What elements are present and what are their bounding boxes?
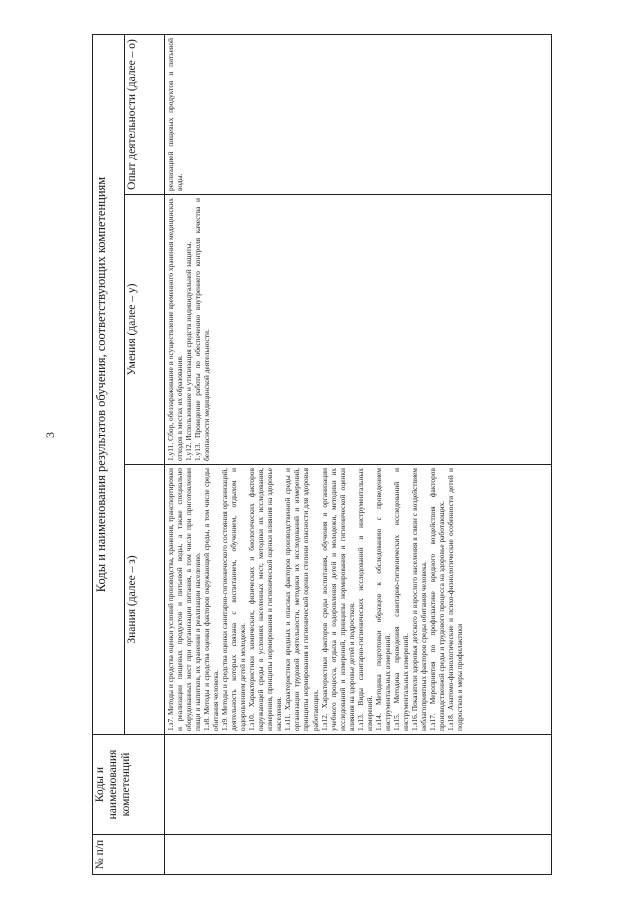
experience-cell: [165, 34, 552, 194]
header-results-group: Коды и наименования результатов обучения, соответствующих компетенциям: [93, 34, 125, 734]
codes-cell: [165, 735, 552, 835]
skills-cell: [165, 195, 552, 465]
num-cell: [165, 835, 552, 875]
rotated-table-container: [92, 35, 552, 875]
skill-item: 1.у13. Проведение работы по обеспечению внутреннего контроля качества и безопасности медицинской деятельности.: [193, 198, 212, 461]
knowledge-item: 1.з15. Методика проведения санитарно-гигиенических исследований и инструментальных измерений.: [391, 468, 410, 731]
knowledge-item: 1.з17. Мероприятия по профилактике вредного воздействия факторов производственной среды и трудового процесса на здоровье работающих.: [427, 468, 446, 731]
skill-item: 1.у11. Сбор, обеззараживание и осуществление временного хранения медицинских отходов в местах их образования.: [166, 198, 185, 461]
header-experience: Опыт деятельности (далее – о): [125, 34, 165, 194]
knowledge-item: 1.з9. Методы и средства оценки санитарно-гигиенического состояния организаций, деятельность которых связана с воспитанием, обучением, отдыхом и оздоровлением детей и молодежи.: [220, 468, 248, 731]
experience-item: реализацией пищевых продуктов и питьевой воды.: [166, 37, 185, 191]
skill-item: 1.у12. Использование и утилизация средств индивидуальной защиты.: [184, 241, 194, 461]
competencies-table: [92, 34, 552, 875]
knowledge-item: 1.з14. Методика подготовки образцов к обследованию с проведением инструментальных измерений.: [373, 468, 392, 731]
header-codes: Коды и наименования компетенций: [93, 735, 165, 835]
knowledge-cell: [165, 465, 552, 735]
knowledge-item: 1.з11. Характеристики вредных и опасных факторов производственной среды и организации трудовой деятельности, методики их исследований и измерений, принципы нормирования и гигиенической оценки степени опасности для здоровья работающих.: [283, 468, 320, 731]
knowledge-item: 1.з8. Методы и средства оценки факторов окружающей среды, в том числе среды обитания человека.: [202, 468, 221, 731]
page-number: 3: [43, 432, 57, 438]
knowledge-item: 1.з7. Методы и средства оценки условий производства, хранения, транспортировки и реализации пищевых продуктов и питьевой воды, а также специально оборудованных мест при организации питания, в том числе при приготовлении пищи и напитков, их хранении и реализации населению.: [166, 468, 203, 731]
header-knowledge: Знания (далее – з): [125, 465, 165, 735]
header-skills: Умения (далее – у): [125, 195, 165, 465]
knowledge-item: 1.з13. Виды санитарно-гигиенических исследований и инструментальных измерений.: [355, 468, 374, 731]
knowledge-item: 1.з16. Показатели здоровья детского и взрослого населения в связи с воздействием неблагоприятных факторов среды обитания человека.: [409, 468, 428, 731]
knowledge-item: 1.з10. Характеристики химических, физических и биологических факторов окружающей среды в условиях населенных мест, методики их исследования, измерения, принципы нормирования и гигиенической оценки влияния на здоровье населения.: [247, 468, 284, 731]
knowledge-item: 1.з12. Характеристики факторов среды воспитания, обучения и организации учебного процесса, отдыха и оздоровления детей и молодежи, методики их исследований и измерений, принципы нормирования и гигиенической оценки влияния на здоровье детей и подростков.: [319, 468, 356, 731]
knowledge-item: 1.з18. Анатомо-физиологические и психо-физиологические особенности детей и подростков и меры профилактики: [445, 468, 464, 731]
header-num: № п/п: [93, 835, 165, 875]
